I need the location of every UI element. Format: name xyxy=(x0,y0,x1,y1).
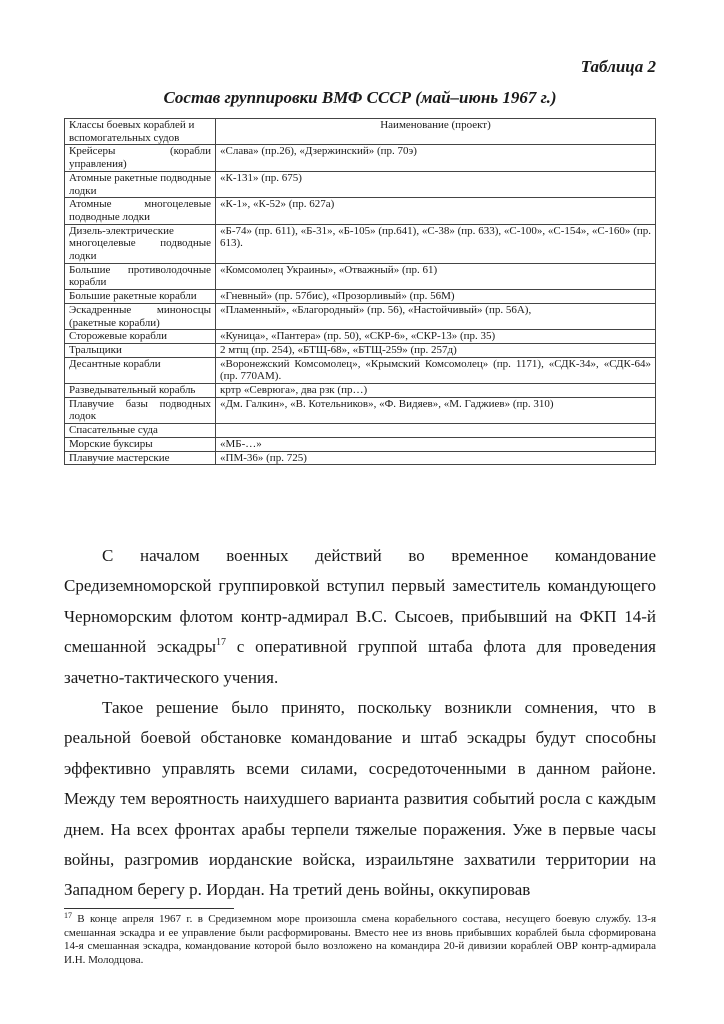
table-row xyxy=(65,330,656,344)
footnote-text: В конце апреля 1967 г. в Средиземном море произошла смена корабельного состава, несущего боевую службу. 13-я смешанная эскадра и ее управление были расформированы. Вместо нее из вновь прибывших кораблей была сформирована 14-я смешанная эскадра, командование которой было возложено на командира 20-й дивизии кораблей ОВР контр-адмирала И.Н. Молодцова. xyxy=(64,913,656,966)
ship-class-cell: Дизель-электрические многоцелевые подводные лодки xyxy=(65,224,216,263)
ship-names-cell: «Гневный» (пр. 57бис), «Прозорливый» (пр. 56М) xyxy=(216,290,656,304)
ship-class-cell: Эскадренные миноносцы (ракетные корабли) xyxy=(65,303,216,329)
ship-class-cell: Десантные корабли xyxy=(65,357,216,383)
paragraph-1-text: С началом военных действий во временное командование Средиземноморской группировкой вступил первый заместитель командующего Черноморским флотом контр-адмирал В.С. Сысоев, прибывший на ФКП 14-й смешанной эскадры xyxy=(64,546,656,657)
ship-class-cell: Морские буксиры xyxy=(65,437,216,451)
ship-names-cell: кртр «Севрюга», два рзк (пр…) xyxy=(216,384,656,398)
table-row xyxy=(65,263,656,289)
table-row xyxy=(65,451,656,465)
ship-names-cell: «Дм. Галкин», «В. Котельников», «Ф. Видяев», «М. Гаджиев» (пр. 310) xyxy=(216,397,656,423)
ship-names-cell: «К-1», «К-52» (пр. 627а) xyxy=(216,198,656,224)
footnote-reference: 17 xyxy=(216,637,227,649)
ship-class-cell: Крейсеры (корабли управления) xyxy=(65,145,216,171)
fleet-composition-table xyxy=(64,118,656,465)
ship-names-cell: «Воронежский Комсомолец», «Крымский Комсомолец» (пр. 1171), «СДК-34», «СДК-64» (пр. 770АМ). xyxy=(216,357,656,383)
ship-class-cell: Плавучие мастерские xyxy=(65,451,216,465)
ship-class-cell: Большие ракетные корабли xyxy=(65,290,216,304)
ship-names-cell: «МБ-…» xyxy=(216,437,656,451)
body-text xyxy=(64,541,656,906)
table-row xyxy=(65,145,656,171)
header-names: Наименование (проект) xyxy=(216,119,656,145)
table-row xyxy=(65,290,656,304)
table-row xyxy=(65,397,656,423)
table-row xyxy=(65,171,656,197)
ship-names-cell xyxy=(216,424,656,438)
table-body xyxy=(65,145,656,465)
paragraph-1-text-end: с оперативной группой штаба флота для проведения зачетно-тактического учения. xyxy=(64,637,656,687)
table-title: Состав группировки ВМФ СССР (май–июнь 1967 г.) xyxy=(163,88,557,107)
ship-names-cell: 2 мтщ (пр. 254), «БТЩ-68», «БТЩ-259» (пр. 257д) xyxy=(216,343,656,357)
ship-class-cell: Разведывательный корабль xyxy=(65,384,216,398)
table-row xyxy=(65,303,656,329)
paragraph-1 xyxy=(64,541,656,693)
paragraph-2: Такое решение было принято, поскольку возникли сомнения, что в реальной боевой обстановке командование и штаб эскадры будут способны эффективно управлять всеми силами, сосредоточенными в данном районе. Между тем вероятность наихудшего варианта развития событий росла с каждым днем. На всех фронтах арабы терпели тяжелые поражения. Уже в первые часы войны, разгромив иорданские войска, израильтяне захватили территории на Западном берегу р. Иордан. На третий день войны, оккупировав xyxy=(64,698,656,900)
table-row xyxy=(65,198,656,224)
ship-class-cell: Тральщики xyxy=(65,343,216,357)
table-row xyxy=(65,224,656,263)
ship-class-cell: Атомные многоцелевые подводные лодки xyxy=(65,198,216,224)
table-row xyxy=(65,424,656,438)
ship-names-cell: «К-131» (пр. 675) xyxy=(216,171,656,197)
table-header-row xyxy=(65,119,656,145)
ship-names-cell: «Пламенный», «Благородный» (пр. 56), «Настойчивый» (пр. 56А), xyxy=(216,303,656,329)
ship-class-cell: Плавучие базы подводных лодок xyxy=(65,397,216,423)
header-classes: Классы боевых кораблей и вспомогательных судов xyxy=(65,119,216,145)
table-row xyxy=(65,437,656,451)
table-row xyxy=(65,343,656,357)
ship-class-cell: Спасательные суда xyxy=(65,424,216,438)
table-row xyxy=(65,357,656,383)
footnote-separator xyxy=(64,908,234,909)
table-row xyxy=(65,384,656,398)
ship-names-cell: «ПМ-36» (пр. 725) xyxy=(216,451,656,465)
ship-class-cell: Сторожевые корабли xyxy=(65,330,216,344)
ship-names-cell: «Комсомолец Украины», «Отважный» (пр. 61) xyxy=(216,263,656,289)
footnote-number: 17 xyxy=(64,911,72,920)
ship-names-cell: «Б-74» (пр. 611), «Б-31», «Б-105» (пр.641), «С-38» (пр. 633), «С-100», «С-154», «С-160» (пр. 613). xyxy=(216,224,656,263)
ship-names-cell: «Слава» (пр.26), «Дзержинский» (пр. 70э) xyxy=(216,145,656,171)
footnote xyxy=(64,913,656,967)
ship-class-cell: Атомные ракетные подводные лодки xyxy=(65,171,216,197)
table-number-label: Таблица 2 xyxy=(580,57,656,76)
ship-class-cell: Большие противолодочные корабли xyxy=(65,263,216,289)
ship-names-cell: «Куница», «Пантера» (пр. 50), «СКР-6», «СКР-13» (пр. 35) xyxy=(216,330,656,344)
